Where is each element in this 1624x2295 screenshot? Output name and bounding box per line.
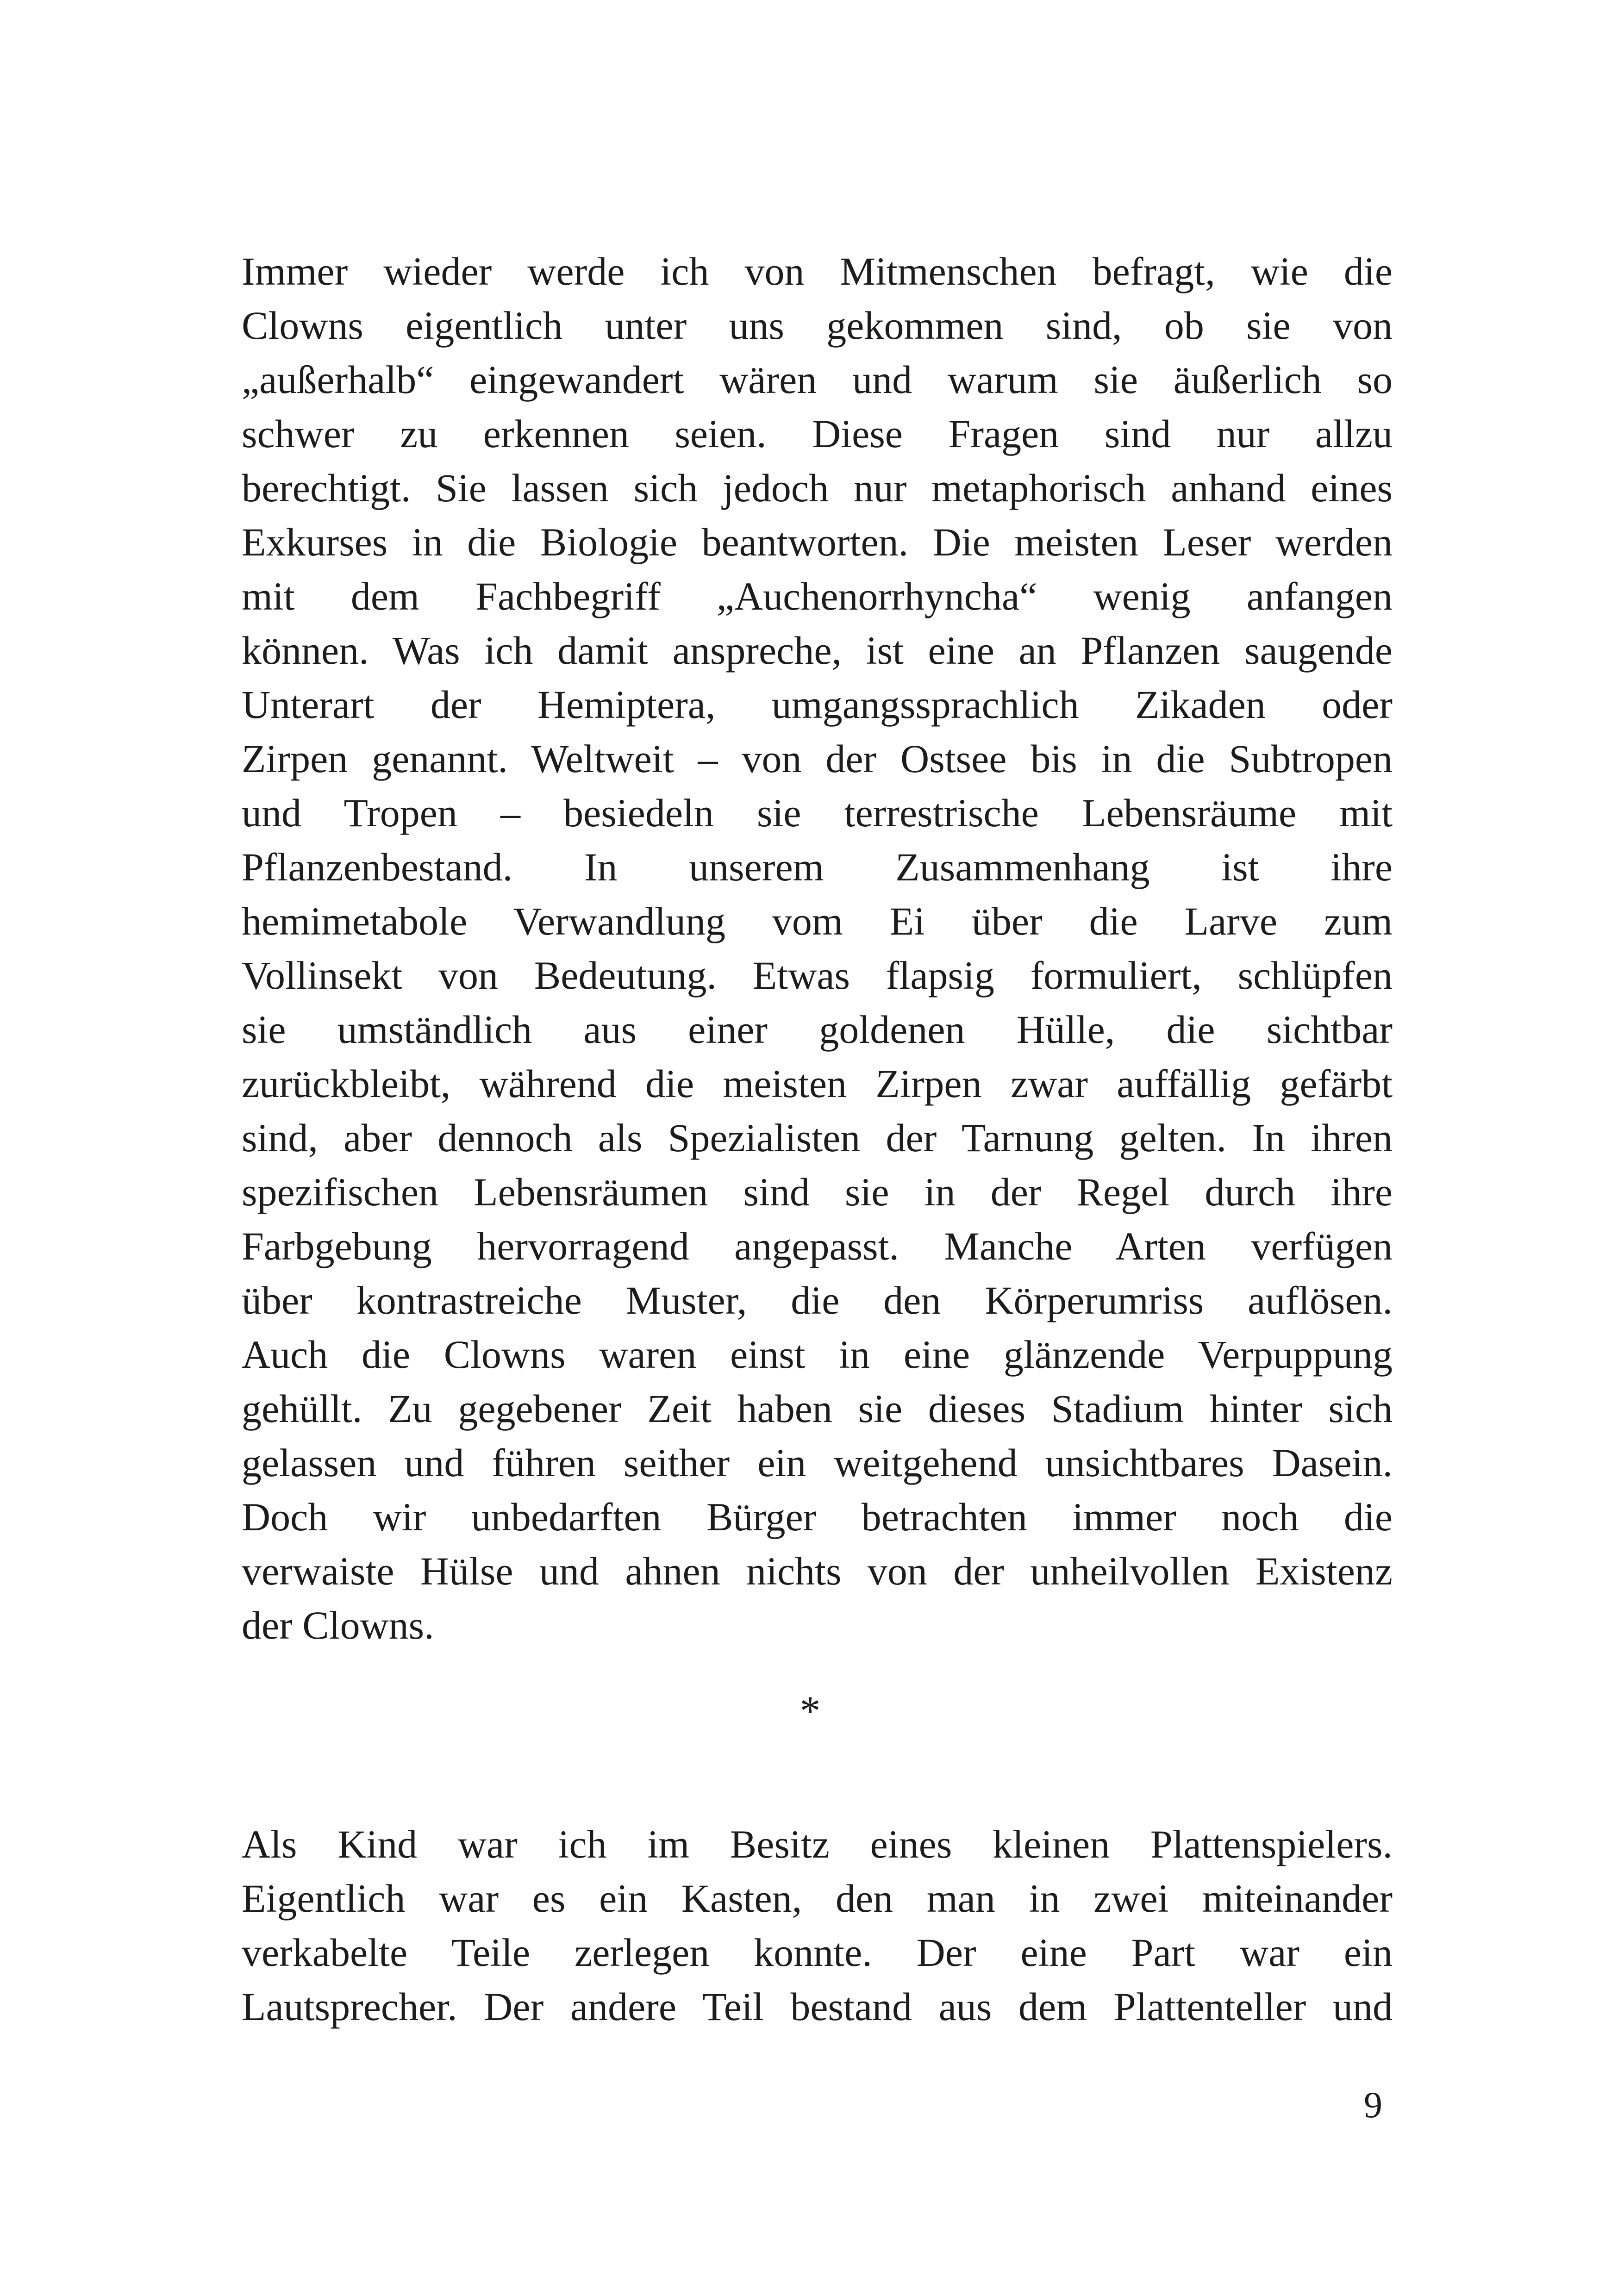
text-line: über kontrastreiche Muster, die den Körperumriss auflösen.	[242, 1278, 1393, 1322]
paragraph-record-player	[242, 1817, 1393, 2034]
text-line: „außerhalb“ eingewandert wären und warum sie äußerlich so	[242, 357, 1393, 402]
section-separator: *	[800, 1688, 821, 1734]
text-line: Lautsprecher. Der andere Teil bestand aus dem Plattenteller und	[242, 1984, 1393, 2029]
text-line: Immer wieder werde ich von Mitmenschen befragt, wie die	[242, 249, 1393, 293]
text-line: Exkurses in die Biologie beantworten. Die meisten Leser werden	[242, 520, 1393, 564]
text-line: können. Was ich damit anspreche, ist eine an Pflanzen saugende	[242, 628, 1393, 673]
text-line: Pflanzenbestand. In unserem Zusammenhang ist ihre	[242, 845, 1393, 889]
text-line: sie umständlich aus einer goldenen Hülle, die sichtbar	[242, 1007, 1393, 1052]
text-line: verwaiste Hülse und ahnen nichts von der unheilvollen Existenz	[242, 1549, 1393, 1593]
text-line: verkabelte Teile zerlegen konnte. Der eine Part war ein	[242, 1930, 1393, 1975]
text-line: Unterart der Hemiptera, umgangssprachlich Zikaden oder	[242, 682, 1393, 727]
text-line: und Tropen – besiedeln sie terrestrische Lebensräume mit	[242, 791, 1393, 835]
page-number: 9	[1364, 2085, 1382, 2126]
paragraph-clowns-biology	[242, 244, 1393, 1653]
text-line: Eigentlich war es ein Kasten, den man in zwei miteinander	[242, 1876, 1393, 1921]
text-line: Auch die Clowns waren einst in eine glänzende Verpuppung	[242, 1332, 1393, 1377]
text-line: mit dem Fachbegriff „Auchenorrhyncha“ wenig anfangen	[242, 574, 1393, 618]
text-line: spezifischen Lebensräumen sind sie in der Regel durch ihre	[242, 1170, 1393, 1214]
text-line: sind, aber dennoch als Spezialisten der Tarnung gelten. In ihren	[242, 1116, 1393, 1160]
text-line: schwer zu erkennen seien. Diese Fragen sind nur allzu	[242, 412, 1393, 456]
text-line: berechtigt. Sie lassen sich jedoch nur metaphorisch anhand eines	[242, 466, 1393, 510]
text-line: Doch wir unbedarften Bürger betrachten immer noch die	[242, 1495, 1393, 1539]
text-line: gehüllt. Zu gegebener Zeit haben sie dieses Stadium hinter sich	[242, 1386, 1393, 1431]
text-line: Zirpen genannt. Weltweit – von der Ostsee bis in die Subtropen	[242, 736, 1393, 781]
text-line: hemimetabole Verwandlung vom Ei über die Larve zum	[242, 899, 1393, 943]
text-line: Farbgebung hervorragend angepasst. Manche Arten verfügen	[242, 1224, 1393, 1268]
text-line: Clowns eigentlich unter uns gekommen sind, ob sie von	[242, 303, 1393, 348]
text-line: Als Kind war ich im Besitz eines kleinen Plattenspielers.	[242, 1822, 1393, 1866]
text-line: Vollinsekt von Bedeutung. Etwas flapsig formuliert, schlüpfen	[242, 953, 1393, 998]
text-line: der Clowns.	[242, 1603, 434, 1647]
text-line: gelassen und führen seither ein weitgehend unsichtbares Dasein.	[242, 1441, 1393, 1485]
text-line: zurückbleibt, während die meisten Zirpen zwar auffällig gefärbt	[242, 1061, 1393, 1106]
